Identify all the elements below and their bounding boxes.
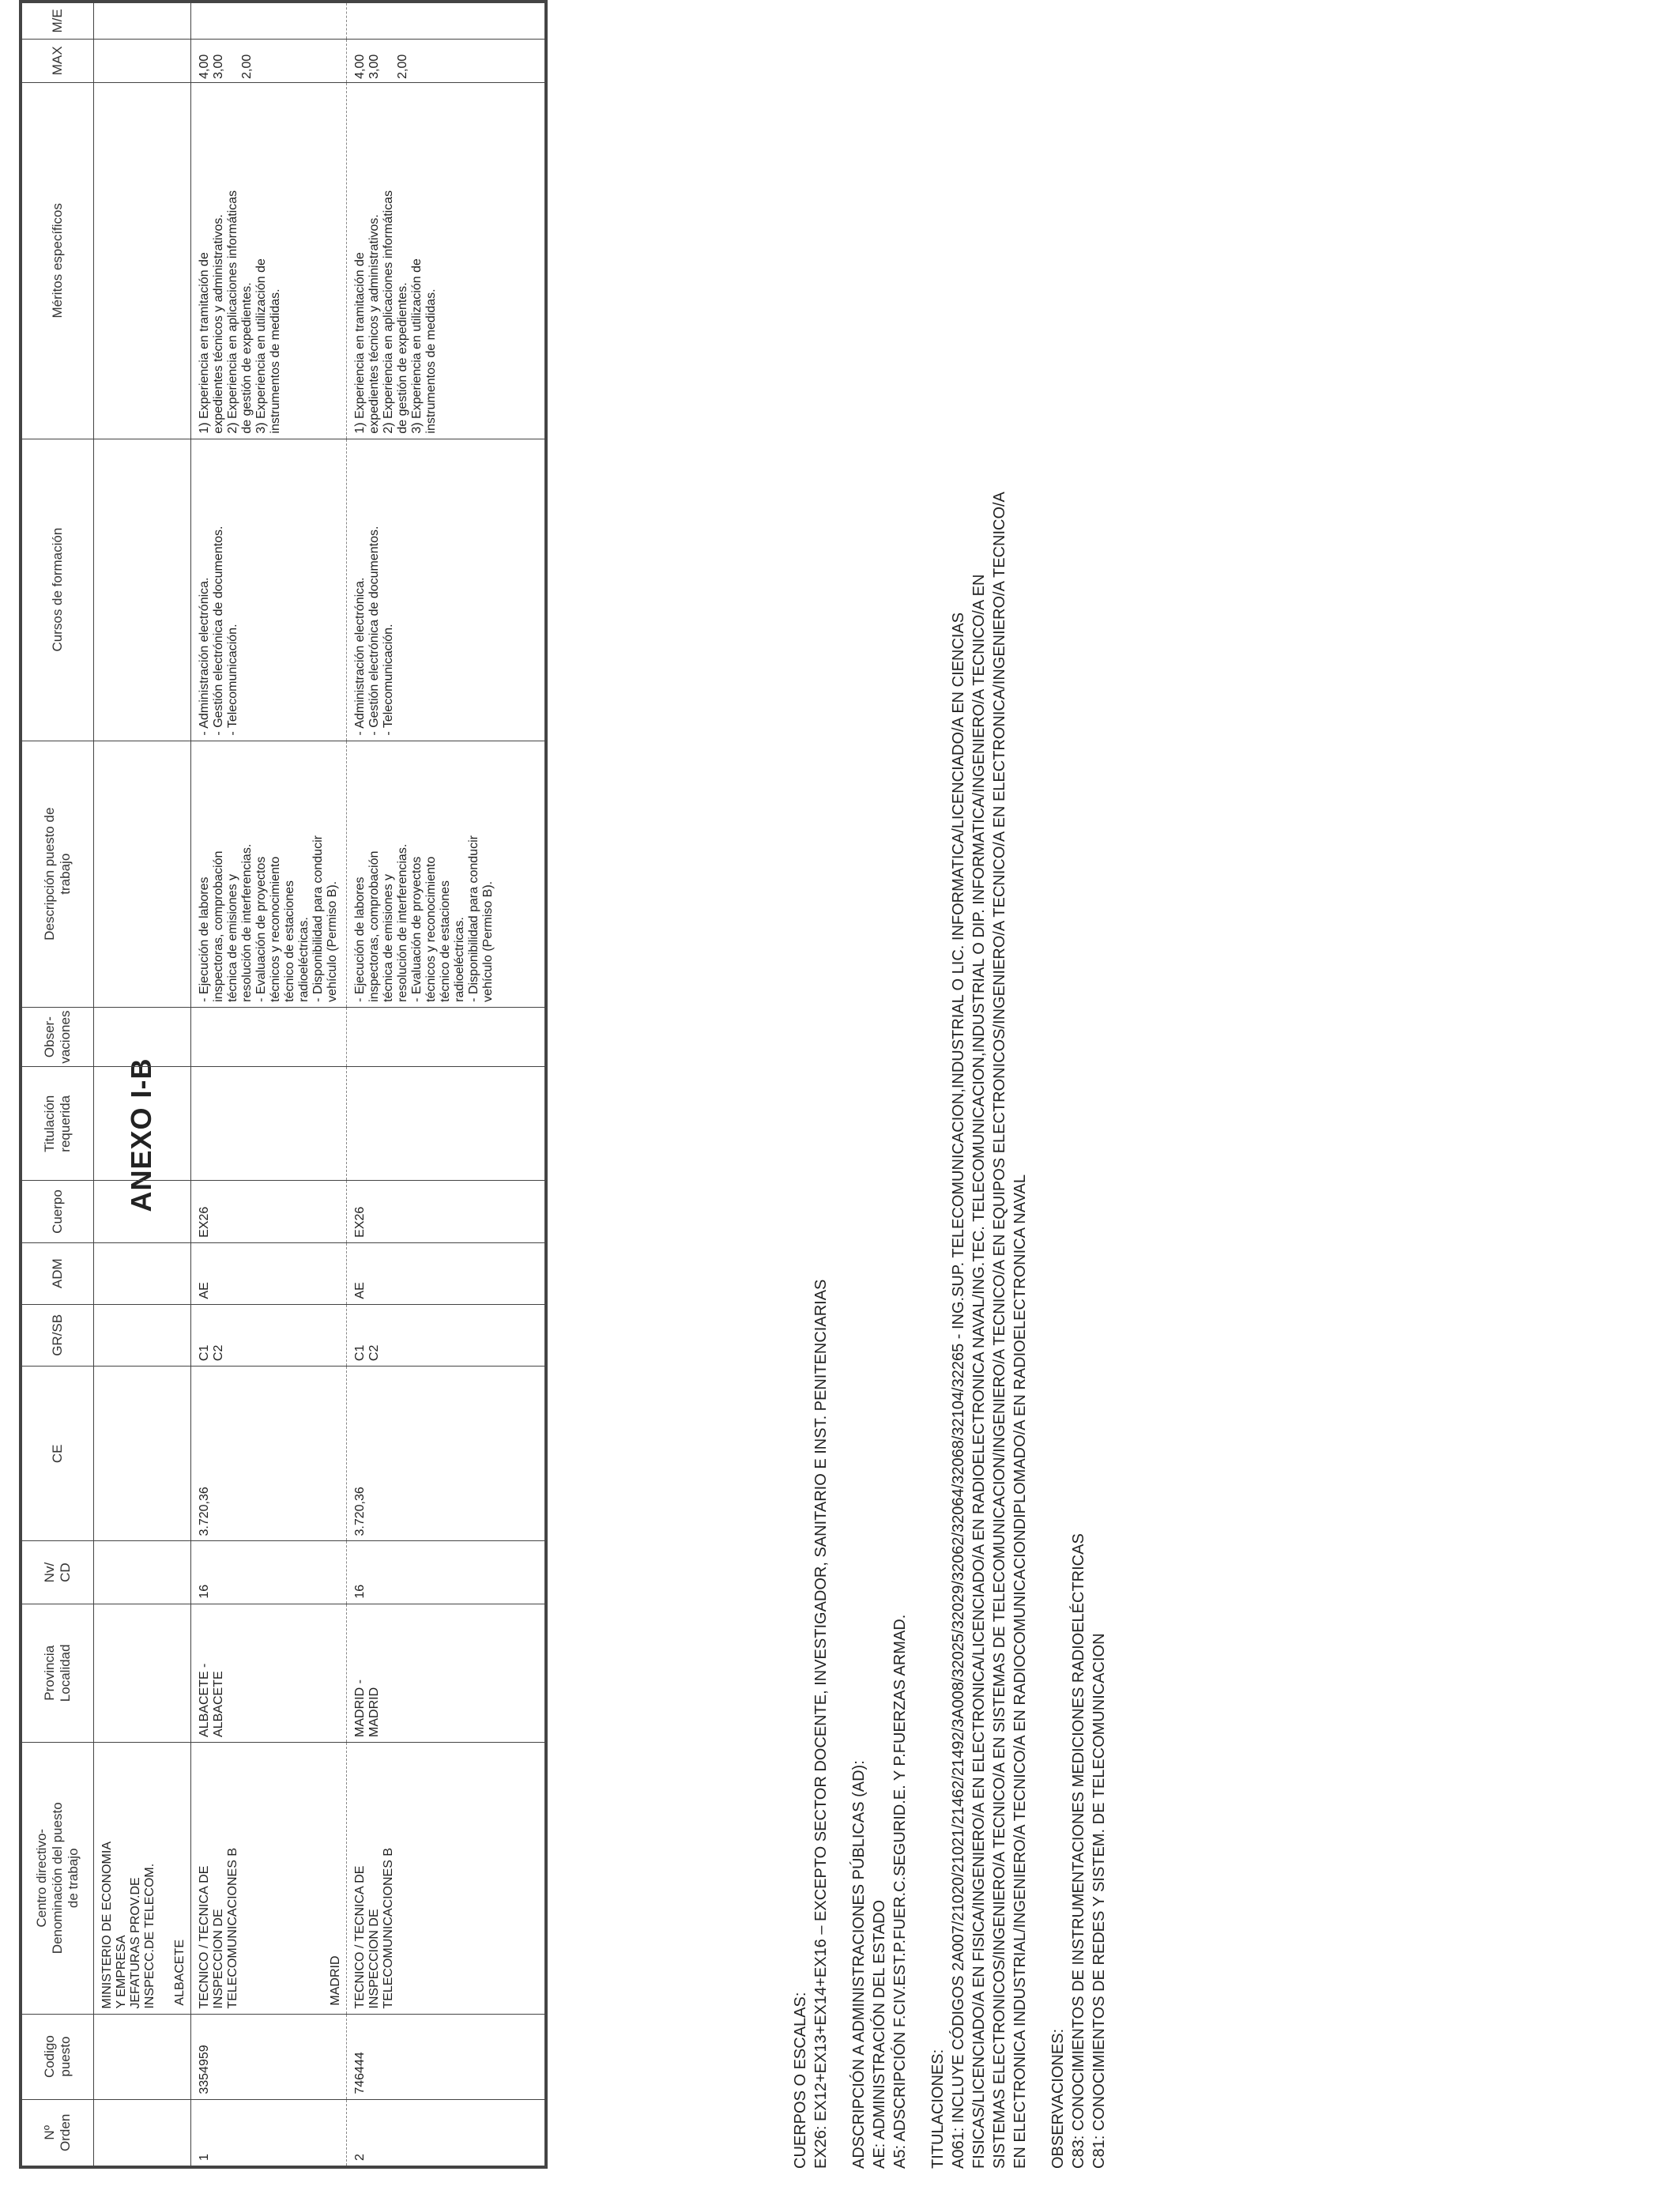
adscripcion-title: ADSCRIPCIÓN A ADMINISTRACIONES PÚBLICAS (AD):: [850, 1760, 868, 2169]
row-codigo: 3354959: [198, 2045, 211, 2094]
row-orden: 1: [198, 2154, 211, 2161]
titulaciones-line: FISICAS/LICENCIADO/A EN FISICA/INGENIERO/A EN ELECTRONICA/LICENCIADO/A EN RADIOELECTRONICA NAVAL/ING.TEC. TELECOMUNICACION,INDUSTRIAL O DIP. INFORMATICA/INGENIERO/A TECNICO/A EN: [970, 574, 988, 2169]
titulaciones-line: A061: INCLUYE CÓDIGOS 2A007/21020/21021/21462/21492/3A008/32025/32029/32062/32064/32068/32104/32265 - ING.SUP. TELECOMUNICACION,INDUSTRIAL O LIC. INFORMATICA/LICENCIADO/A EN CIENCIAS: [950, 612, 967, 2169]
header-titulacion: Titulación requerida: [21, 1067, 94, 1181]
observaciones-c83: C83: CONOCIMIENTOS DE INSTRUMENTACIONES MEDICIONES RADIOELÉCTRICAS: [1070, 1533, 1087, 2169]
row-orden: 2: [353, 2154, 367, 2161]
titulaciones-title: TITULACIONES:: [929, 2049, 947, 2169]
header-adm: ADM: [21, 1242, 94, 1304]
titulaciones-line: SISTEMAS ELECTRONICOS/INGENIERO/A TECNICO/A EN SISTEMAS DE TELECOMUNICACION/INGENIERO/A TECNICO/A EN EQUIPOS ELECTRONICOS/INGENIERO/A TECNICO/A EN ELECTRONICA/INGENIERO/A TECNICO/A: [991, 492, 1008, 2169]
row-adm: AE: [198, 1282, 211, 1299]
cuerpos-block: [790, 35, 831, 2169]
row-meritos: 1) Experiencia en tramitación de expedientes técnicos y administrativos. 2) Experiencia en aplicaciones informáticas de gestión de expedientes. 3) Experiencia en utilización de instrumentos de medidas.: [198, 190, 282, 434]
location-label-madrid: MADRID: [329, 1955, 342, 2006]
row-grupo: C1 C2: [353, 1344, 381, 1362]
job-positions-table: [19, 0, 548, 2169]
row-cursos: - Administración electrónica. - Gestión electrónica de documentos. - Telecomunicación.: [198, 526, 239, 736]
row-cursos: - Administración electrónica. - Gestión electrónica de documentos. - Telecomunicación.: [353, 526, 395, 736]
row-titulacion: [347, 1067, 360, 1180]
row-nivel: 16: [353, 1584, 367, 1599]
header-observaciones: Obser- vaciones: [21, 1007, 94, 1067]
table-row: [347, 2, 547, 2167]
row-observaciones: [347, 1008, 360, 1067]
row-max: 4,00 3,00 2,00: [353, 54, 409, 79]
row-observaciones: [191, 1008, 204, 1067]
ministry-name: MINISTERIO DE ECONOMIA Y EMPRESA JEFATURAS PROV.DE INSPECC.DE TELECOM.: [100, 1842, 156, 2009]
header-provincia: Provincia Localidad: [21, 1604, 94, 1742]
header-nivel: Nv/ CD: [21, 1541, 94, 1604]
observaciones-title: OBSERVACIONES:: [1049, 2028, 1067, 2169]
table-row: [191, 2, 347, 2167]
row-grupo: C1 C2: [198, 1344, 225, 1362]
footnotes: [790, 35, 1127, 2169]
observaciones-block: [1048, 35, 1109, 2169]
titulaciones-line: EN ELECTRONICA INDUSTRIAL/INGENIERO/A TECNICO/A EN RADIOCOMUNICACIONDIPLOMADO/A EN RADIOELECTRONICA NAVAL: [1011, 1174, 1029, 2169]
row-codigo: 746444: [353, 2052, 367, 2094]
row-puesto: TECNICO / TECNICA DE INSPECCION DE TELECOMUNICACIONES B: [198, 1847, 239, 2009]
row-ce: 3.720,36: [353, 1487, 367, 1536]
row-puesto: TECNICO / TECNICA DE INSPECCION DE TELECOMUNICACIONES B: [353, 1847, 395, 2009]
header-descripcion: Descripción puesto de trabajo: [21, 741, 94, 1007]
ministry-cell: [94, 1742, 191, 2014]
header-me: M/E: [21, 2, 94, 39]
header-ce: CE: [21, 1367, 94, 1541]
row-ce: 3.720,36: [198, 1487, 211, 1536]
adscripcion-ae: AE: ADMINISTRACIÓN DEL ESTADO: [871, 1899, 888, 2169]
location-label-albacete: ALBACETE: [173, 1939, 186, 2006]
row-nivel: 16: [198, 1584, 211, 1599]
ministry-section-row: [94, 2, 191, 2167]
observaciones-c81: C81: CONOCIMIENTOS DE REDES Y SISTEM. DE TELECOMUNICACION: [1090, 1633, 1108, 2169]
adscripcion-block: [849, 35, 910, 2169]
row-adm: AE: [353, 1282, 367, 1299]
cuerpos-text: EX26: EX12+EX13+EX14+EX16 – EXCEPTO SECTOR DOCENTE, INVESTIGADOR, SANITARIO E INST. PENITENCIARIAS: [812, 1279, 830, 2169]
cuerpos-title: CUERPOS O ESCALAS:: [792, 1992, 809, 2169]
row-meritos: 1) Experiencia en tramitación de expedientes técnicos y administrativos. 2) Experiencia en aplicaciones informáticas de gestión de expedientes. 3) Experiencia en utilización de instrumentos de medidas.: [353, 190, 438, 434]
header-codigo: Codigo puesto: [21, 2014, 94, 2099]
header-centro: Centro directivo- Denominación del puesto de trabajo: [21, 1742, 94, 2014]
row-cuerpo: EX26: [353, 1206, 367, 1238]
page-title: ANEXO I-B: [125, 1057, 157, 1212]
row-provincia: MADRID - MADRID: [353, 1679, 381, 1737]
row-cuerpo: EX26: [198, 1206, 211, 1238]
header-max: MAX: [21, 39, 94, 82]
table-header-row: [21, 2, 94, 2167]
row-titulacion: [191, 1067, 204, 1180]
header-grupo: GR/SB: [21, 1304, 94, 1367]
header-orden: Nº Orden: [21, 2099, 94, 2167]
row-provincia: ALBACETE - ALBACETE: [198, 1663, 225, 1737]
header-cuerpo: Cuerpo: [21, 1181, 94, 1243]
header-meritos: Méritos específicos: [21, 82, 94, 439]
row-descripcion: - Ejecución de labores inspectoras, comprobación técnica de emisiones y resolución de interferencias. - Evaluación de proyectos técnicos y reconocimiento técnico de estaciones radioeléctricas. - Disponibilidad para conducir vehículo (Permiso B).: [198, 835, 339, 1002]
row-descripcion: - Ejecución de labores inspectoras, comprobación técnica de emisiones y resolución de interferencias. - Evaluación de proyectos técnicos y reconocimiento técnico de estaciones radioeléctricas. - Disponibilidad para conducir vehículo (Permiso B).: [353, 835, 495, 1002]
row-max: 4,00 3,00 2,00: [198, 54, 254, 79]
adscripcion-a5: A5: ADSCRIPCIÓN F.CIV.EST.P.FUER.C.SEGURID.E. Y P.FUERZAS ARMAD.: [891, 1614, 909, 2169]
header-cursos: Cursos de formación: [21, 439, 94, 741]
titulaciones-block: [928, 35, 1030, 2169]
